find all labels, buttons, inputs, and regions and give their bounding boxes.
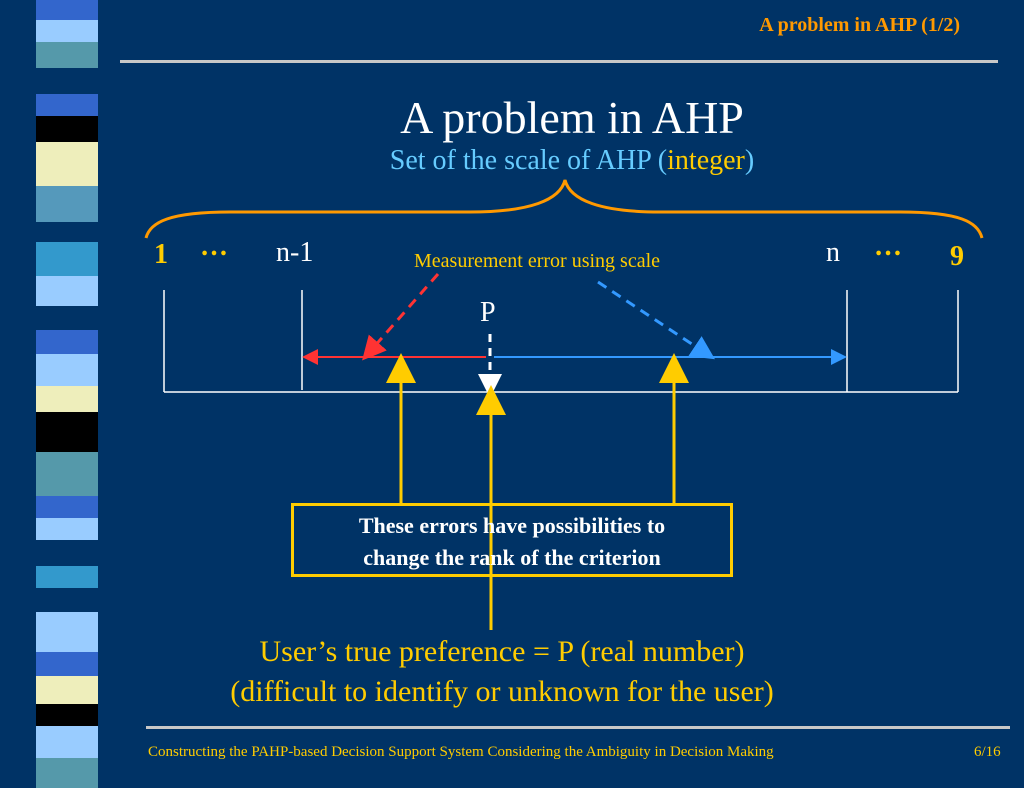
true-preference-line-1: User’s true preference = P (real number): [259, 635, 745, 668]
scale-dots-right: …: [874, 231, 905, 262]
scale-label-1: 1: [154, 239, 168, 270]
page-title: A problem in AHP: [400, 92, 744, 143]
rank-change-callout: [291, 503, 733, 577]
scale-brace: [146, 180, 982, 238]
callout-line-1: These errors have possibilities to: [358, 513, 666, 538]
right-error-pointer: [598, 282, 710, 356]
footer-text: Constructing the PAHP-based Decision Support System Considering the Ambiguity in Decision Making: [148, 744, 774, 760]
header-title: A problem in AHP (1/2): [759, 14, 960, 36]
scale-dots-left: …: [200, 231, 231, 262]
true-preference-line-2: (difficult to identify or unknown for the user): [230, 675, 774, 708]
scale-label-n-minus-1: n-1: [276, 237, 314, 268]
page-number: 6/16: [974, 744, 1001, 760]
callout-line-2: change the rank of the criterion: [363, 545, 661, 570]
subtitle-highlight: integer: [667, 145, 745, 176]
scale-label-9: 9: [950, 241, 964, 272]
scale-label-n: n: [826, 237, 840, 268]
left-error-pointer: [366, 274, 438, 356]
subtitle-prefix: Set of the scale of AHP (: [389, 145, 668, 176]
scale-label-p: P: [480, 297, 496, 328]
footer-divider: [146, 726, 1010, 729]
subtitle-suffix: ): [744, 145, 755, 176]
measurement-error-label: Measurement error using scale: [414, 250, 661, 272]
